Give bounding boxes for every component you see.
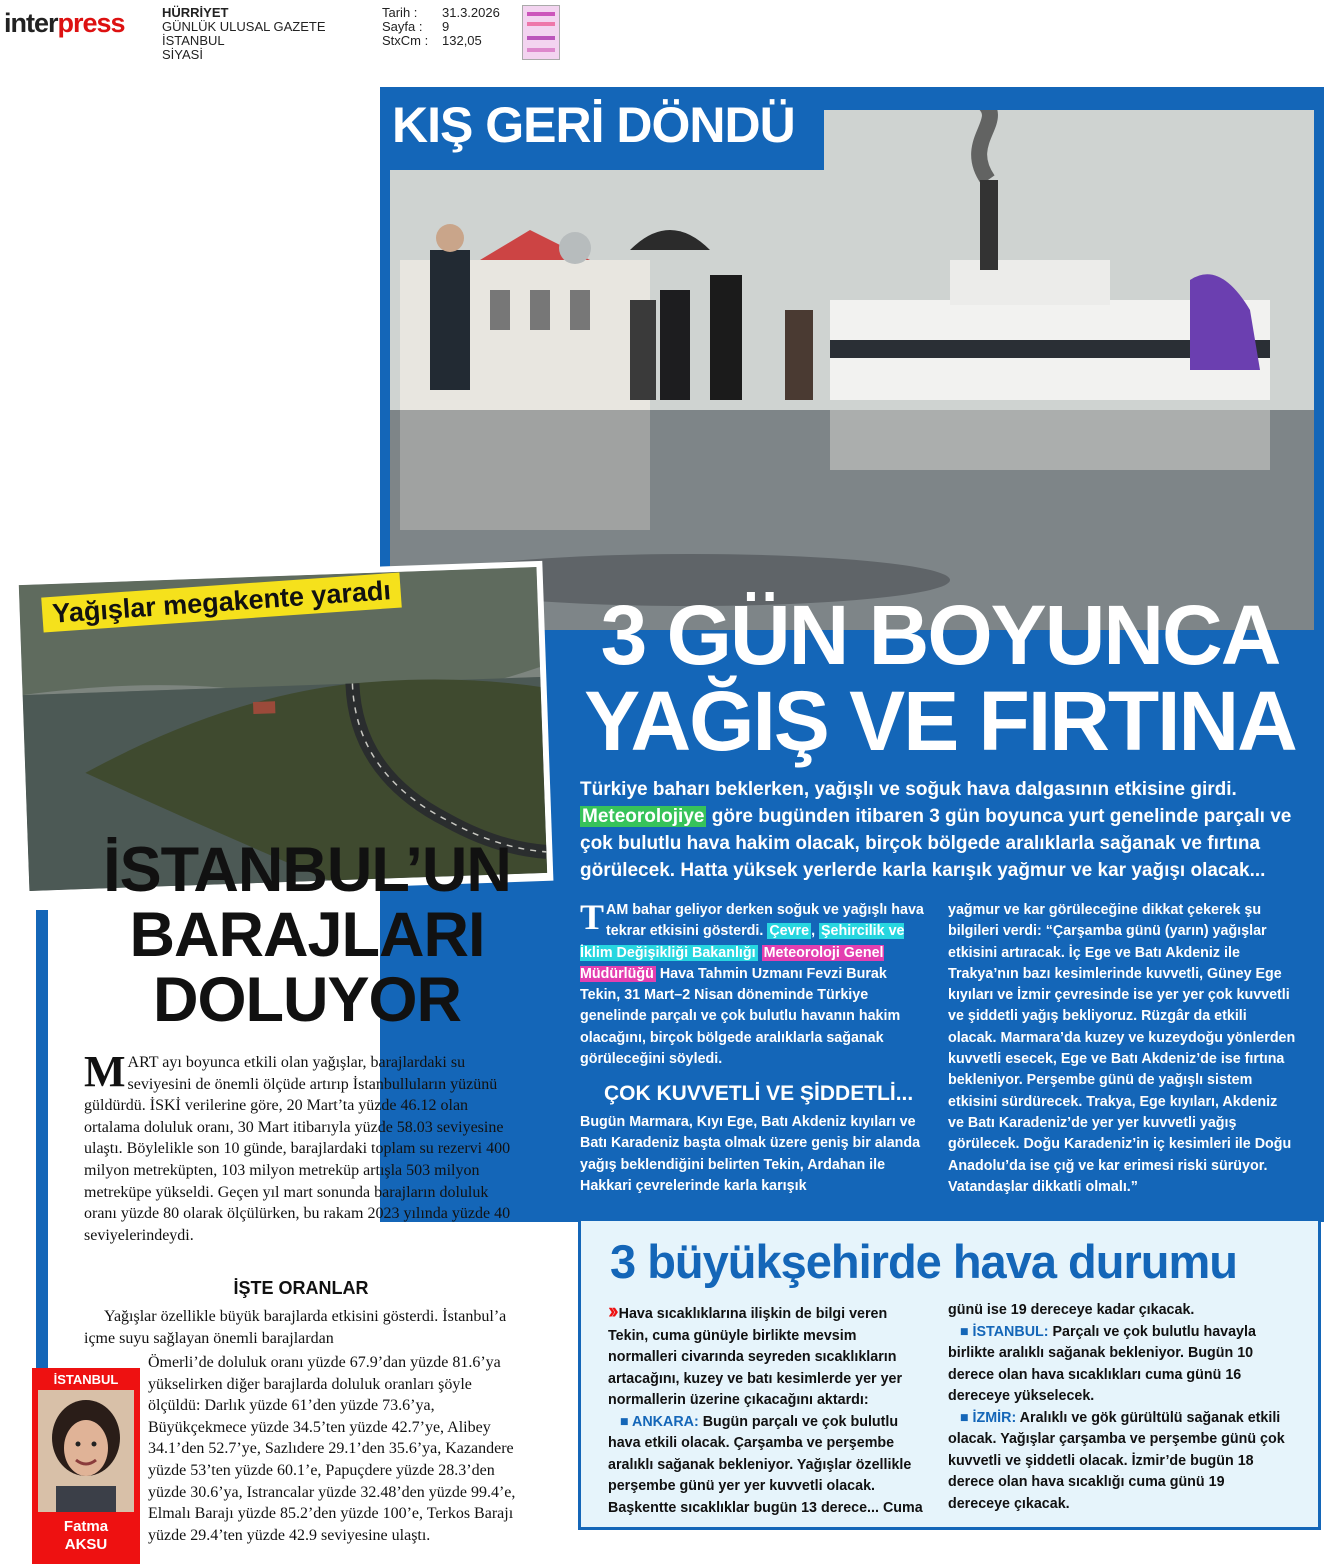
weather-title: 3 büyükşehirde hava durumu [610, 1235, 1237, 1288]
dam-text-2: Yağışlar özellikle büyük barajlarda etkisini gösterdi. İstanbul’a içme suyu sağlayan önemli barajlardan [84, 1308, 507, 1347]
highlight-cevre: Çevre [769, 923, 810, 940]
meta-labels [382, 6, 438, 48]
main-headline [560, 588, 1320, 768]
lead-highlight: Meteorolojiye [582, 806, 705, 827]
highlight-meteorology: Meteoroloji Genel Müdürlüğü [580, 944, 884, 982]
weather-ankara-cont: günü ise 19 dereceye kadar çıkacak. [948, 1302, 1195, 1318]
dam-text-1: ART ayı boyunca etkili olan yağışlar, barajlardaki su seviyesini de önemli ölçüde artırıp İstanbulluların yüzünü güldürdü. İSKİ verilerine göre, 20 Mart’ta yüzde 46.12 olan ortalama doluluk oranı, 30 Mart itibarıyla yüzde 58.03 seviyesine ulaştı. Böylelikle son 10 günde, barajlardaki toplam su rezervi 400 milyon metreküpten, 103 milyon metreküp artışla 503 milyon metreküpe yükseldi. Geçen yıl mart sonunda barajların doluluk oranı yüzde 80 olarak ölçülürken, bu rakam 2023 yılında yüzde 40 seviyelerindeydi. [84, 1054, 511, 1244]
dam-body-p1 [84, 1047, 518, 1246]
dropcap: M [84, 1047, 126, 1096]
page-value: 9 [442, 19, 450, 34]
byline-city: İSTANBUL [53, 1372, 119, 1387]
main-body-col1-cont: Bugün Marmara, Kıyı Ege, Batı Akdeniz kıyıları ve Batı Karadeniz başta olmak üzere geniş bir alanda yağış beklendiğini belirten Tekin, Ardahan ile Hakkari çevrelerinde karla karışık [580, 1114, 921, 1194]
weather-istanbul: Parçalı ve çok bulutlu havayla birlikte aralıklı sağanak bekleniyor. Bugün 10 derece olan hava sıcaklıkları cuma günü 16 dereceye yükselecek. [948, 1323, 1256, 1404]
body-text: AM bahar geliyor derken soğuk ve yağışlı hava tekrar etkisini gösterdi. [606, 902, 924, 940]
dam-headline-line3: DOLUYOR [153, 965, 461, 1035]
main-subhead: ÇOK KUVVETLİ VE ŞİDDETLİ... [604, 1082, 914, 1105]
main-kicker: KIŞ GERİ DÖNDÜ [392, 97, 795, 153]
separator: , [811, 923, 820, 940]
date-value: 31.3.2026 [442, 5, 500, 20]
author-last-name: AKSU [64, 1536, 108, 1553]
author-name [32, 1518, 140, 1554]
author-avatar [38, 1390, 134, 1512]
rainy-pier-illustration [390, 110, 1314, 630]
weather-intro: Hava sıcaklıklarına ilişkin de bilgi veren Tekin, cuma günüyle birlikte mevsim normalleri civarında seyreden sıcaklıkların artacağını, kuzey ve batı kesimlerde yer yer normallerin üzerine çıkacağını aktardı: [608, 1306, 903, 1408]
meta-values [442, 6, 500, 48]
lead-text-2: göre bugünden itibaren 3 gün boyunca yurt genelinde parçalı ve çok bulutlu hava hakim olacak, birçok bölgede aralıklarla sağanak ve fırtına görülecek. Hatta yüksek yerlerde karla karışık yağmur ve kar yağışı olacak... [580, 806, 1292, 881]
logo-main: inter [4, 8, 58, 38]
dam-photo-tag: Yağışlar megakente yaradı [41, 573, 402, 633]
city-label-istanbul: İSTANBUL: [972, 1323, 1049, 1340]
logo-accent: press [57, 8, 125, 38]
square-bullet-icon: ■ [959, 1409, 969, 1426]
dam-body-p3: Ömerli’de doluluk oranı yüzde 67.9’dan yüzde 81.6’ya yükselirken diğer barajlarda doluluk oranları şöyle ölçüldü: Darlık yüzde 61’den yüzde 73.6’ya, Büyükçekmece yüzde 34.5’ten yüzde 42.7’ye, Alibey 34.1’den 52.7’ye, Sazlıdere 29.1’den 35.6’ya, Kazandere yüzde 53’ten yüzde 60.1’e, Papuçdere yüzde 28.3’den yüzde 30.6’ya, Istrancalar yüzde 32.48’den yüzde 99.4’e, Elmalı Barajı yüzde 85.2’den yüzde 100’e, Terkos Barajı yüzde 29.4’ten yüzde 42.9 seviyesine ulaştı. [148, 1354, 516, 1544]
publication-name: HÜRRİYET [162, 5, 229, 20]
page-label: Sayfa : [382, 19, 423, 34]
main-lead [580, 776, 1300, 884]
city-label-ankara: ANKARA: [632, 1413, 699, 1430]
dam-headline-line1: İSTANBUL’UN [103, 835, 511, 905]
main-body-col1 [580, 897, 930, 1070]
weather-ankara: Bugün parçalı ve çok bulutlu hava etkili olacak. Çarşamba ve perşembe aralıklı sağanak bekleniyor. Yağışlar özellikle perşembe günü yer yer kuvvetli olacak. Başkentte sıcaklıklar bugün 13 derece... Cuma [608, 1413, 923, 1516]
chevron-right-icon: ›› [608, 1298, 615, 1323]
square-bullet-icon: ■ [959, 1323, 969, 1340]
dam-body-p2 [84, 1306, 518, 1349]
publication-city: İSTANBUL [162, 33, 225, 48]
dam-headline [82, 835, 532, 1035]
publication-meta [162, 6, 326, 62]
byline-box [32, 1368, 140, 1564]
separator [758, 945, 762, 961]
body-text: Hava Tahmin Uzmanı Fevzi Burak Tekin, 31 Mart–2 Nisan döneminde Türkiye genelinde parçalı ve çok bulutlu havanın hakim olacağını, birçok bölgede aralıklarla sağanak görüleceğini söyledi. [580, 965, 901, 1068]
main-body-col2: yağmur ve kar görüleceğine dikkat çekerek şu bilgileri verdi: “Çarşamba günü (yarın) yağışlar etkisini artıracak. İç Ege ve Batı Akdeniz ile Trakya’nın bazı kesimlerinde kuvvetli, Güney Ege kıyıları ve İzmir çevresinde ise yer yer çok kuvvetli ve şiddetli yağış bekliyoruz. Rüzgâr da etkili olacak. Marmara’da kuzey ve kuzeydoğu yönlerden kuvvetli esecek, Ege ve Batı Akdeniz’de ise fırtına bekleniyor. Perşembe günü de yağışlı sistem etkisini sürdürecek. Trakya, Ege kıyıları, Akdeniz ve Batı Karadeniz’de yer yer kuvvetli yağış görülecek. Doğu Karadeniz’in iç kesimleri ile Doğu Anadolu’da ise çığ ve kar erimesi riski sürüyor. Vatandaşlar dikkatli olmalı.” [948, 902, 1296, 1195]
date-label: Tarih : [382, 5, 418, 20]
dam-subhead: İŞTE ORANLAR [233, 1278, 369, 1298]
publication-type: GÜNLÜK ULUSAL GAZETE [162, 19, 326, 34]
lead-text-1: Türkiye baharı beklerken, yağışlı ve soğuk hava dalgasının etkisine girdi. [580, 779, 1237, 800]
weather-izmir: Aralıklı ve gök gürültülü sağanak etkili olacak. Yağışlar çarşamba ve perşembe günü çok kuvvetli ve şiddetli olacak. İzmir’de bugün 18 derece olan hava sıcaklığı cuma günü 19 dereceye çıkacak. [948, 1409, 1285, 1512]
dropcap: T [580, 897, 605, 937]
interpress-logo [4, 8, 125, 39]
ferry-pier-photo [390, 110, 1314, 630]
square-bullet-icon: ■ [619, 1413, 629, 1430]
page-thumbnail[interactable] [522, 5, 560, 60]
stxcm-value: 132,05 [442, 33, 482, 48]
main-headline-line2: YAĞIŞ VE FIRTINA [584, 674, 1296, 768]
weather-col2 [948, 1300, 1288, 1515]
publication-section: SİYASİ [162, 47, 203, 62]
city-label-izmir: İZMİR: [972, 1409, 1017, 1426]
stxcm-label: StxCm : [382, 33, 429, 48]
highlight-ministry: Şehircilik ve İklim Değişikliği Bakanlığı [580, 923, 905, 961]
main-headline-line1: 3 GÜN BOYUNCA [600, 588, 1280, 682]
dam-headline-line2: BARAJLARI [129, 900, 485, 970]
author-first-name: Fatma [63, 1518, 109, 1535]
weather-col1 [608, 1300, 928, 1519]
author-portrait [38, 1390, 134, 1512]
